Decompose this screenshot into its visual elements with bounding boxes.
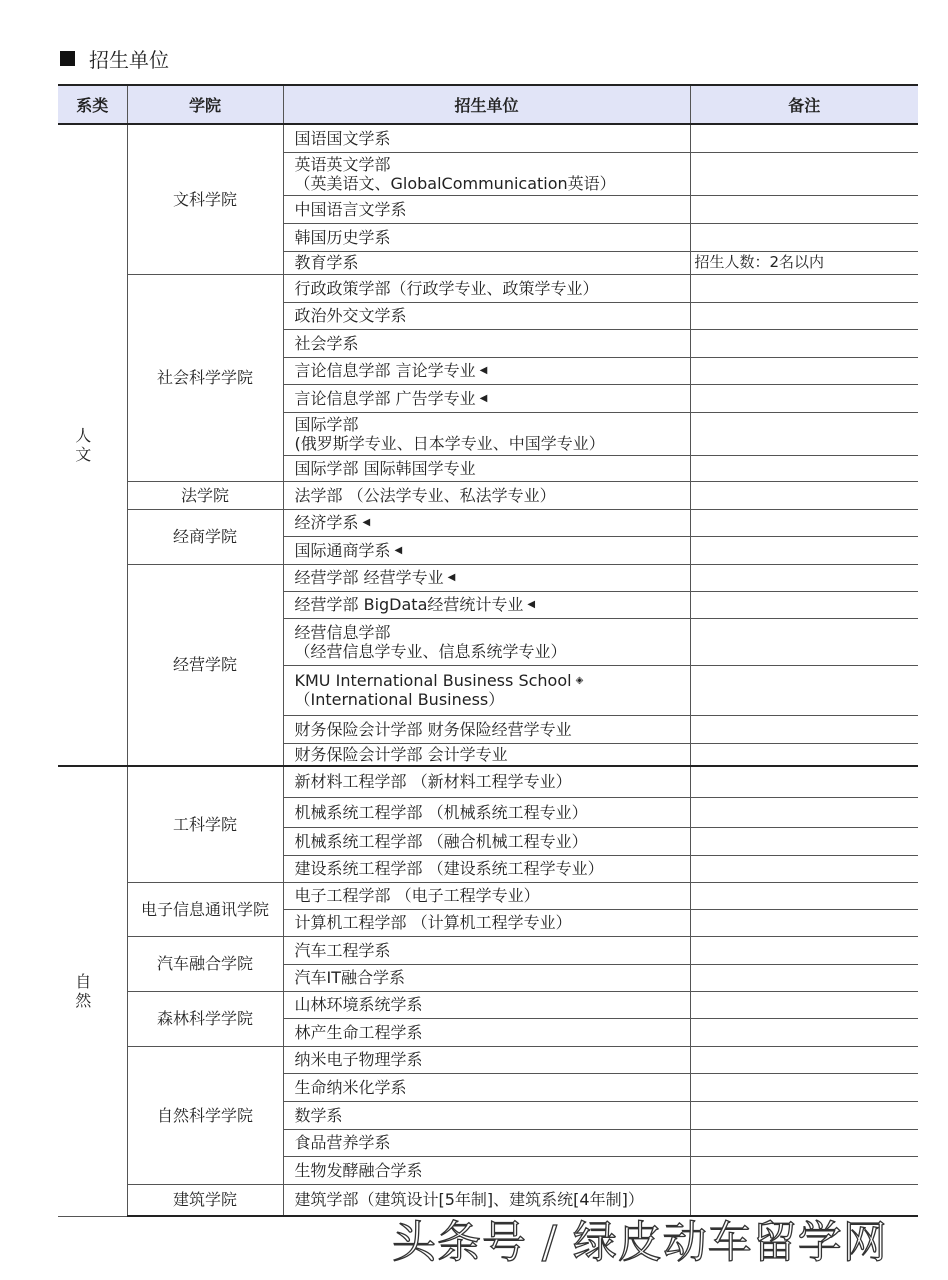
college-cell: 文科学院 — [127, 124, 283, 274]
note-cell — [690, 715, 918, 743]
unit-line — [295, 200, 690, 219]
unit-line — [295, 886, 690, 905]
unit-line — [295, 334, 690, 353]
unit-cell — [283, 882, 690, 909]
unit-text: 林产生命工程学系 — [294, 1022, 423, 1042]
footnote-marker-icon: ◀ — [479, 392, 488, 404]
unit-line — [295, 1133, 690, 1152]
college-cell: 建筑学院 — [127, 1184, 283, 1216]
table-row — [58, 481, 918, 509]
unit-text: 财务保险会计学部 会计学专业 — [294, 744, 508, 764]
unit-text: （英美语文、GlobalCommunication英语） — [294, 173, 616, 193]
college-cell: 森林科学学院 — [127, 991, 283, 1046]
college-cell: 电子信息通讯学院 — [127, 882, 283, 936]
unit-line — [295, 568, 690, 587]
header-unit: 招生单位 — [283, 85, 690, 124]
unit-cell — [283, 195, 690, 223]
unit-line — [295, 1023, 690, 1042]
square-bullet-icon — [60, 51, 75, 66]
unit-text: 经营学部 BigData经营统计专业 — [294, 595, 524, 614]
note-cell — [690, 882, 918, 909]
unit-text: 机械系统工程学部 （融合机械工程专业） — [294, 831, 588, 851]
unit-cell — [283, 1129, 690, 1156]
unit-cell — [283, 766, 690, 797]
unit-text: 新材料工程学部 （新材料工程学专业） — [294, 772, 572, 792]
header-note: 备注 — [690, 85, 918, 124]
unit-text: 机械系统工程学部 （机械系统工程专业） — [294, 802, 588, 822]
note-cell — [690, 1046, 918, 1073]
unit-text: 生命纳米化学系 — [294, 1077, 407, 1097]
section-title-text: 招生单位 — [89, 48, 169, 72]
unit-text: 数学系 — [294, 1105, 343, 1125]
unit-text: 经营信息学部 — [294, 622, 391, 642]
note-cell: 招生人数：2名以内 — [690, 251, 918, 274]
unit-text: 国语国文学系 — [294, 128, 391, 148]
unit-cell — [283, 964, 690, 991]
unit-cell — [283, 481, 690, 509]
note-cell — [690, 1018, 918, 1046]
unit-line — [295, 174, 690, 193]
unit-cell — [283, 274, 690, 302]
unit-text: 社会学系 — [294, 333, 359, 353]
unit-line — [295, 968, 690, 987]
footnote-marker-icon: ◀ — [527, 599, 536, 610]
unit-text: 计算机工程学部 （计算机工程学专业） — [294, 913, 572, 932]
unit-line — [295, 279, 690, 298]
unit-cell — [283, 991, 690, 1018]
unit-text: 国际学部 国际韩国学专业 — [294, 458, 476, 478]
unit-line — [295, 859, 690, 878]
unit-line — [295, 623, 690, 642]
unit-line — [295, 1050, 690, 1069]
unit-line — [295, 129, 690, 148]
unit-text: 经济学系 — [294, 513, 359, 532]
unit-text: 言论信息学部 言论学专业 — [294, 361, 476, 380]
unit-text: （经营信息学专业、信息系统学专业） — [294, 641, 567, 661]
unit-line — [295, 745, 690, 764]
unit-text: 英语英文学部 — [294, 154, 391, 174]
note-cell — [690, 1073, 918, 1101]
table-row — [58, 936, 918, 964]
unit-cell — [283, 536, 690, 564]
unit-text: 中国语言文学系 — [294, 199, 407, 219]
note-cell — [690, 455, 918, 481]
unit-cell — [283, 1101, 690, 1129]
unit-text: 经营学部 经营学专业 — [294, 568, 444, 587]
unit-text: 韩国历史学系 — [294, 227, 391, 247]
unit-cell — [283, 329, 690, 357]
unit-text: 食品营养学系 — [294, 1133, 391, 1152]
unit-text: 汽车IT融合学系 — [294, 968, 405, 987]
unit-cell — [283, 715, 690, 743]
unit-text: 国际学部 — [294, 414, 359, 434]
unit-cell — [283, 618, 690, 665]
unit-cell — [283, 743, 690, 766]
footnote-marker-icon: ◀ — [394, 544, 403, 556]
table-row — [58, 1046, 918, 1073]
note-cell — [690, 964, 918, 991]
unit-cell — [283, 1018, 690, 1046]
note-cell — [690, 509, 918, 536]
unit-cell — [283, 936, 690, 964]
unit-cell — [283, 827, 690, 855]
note-cell — [690, 274, 918, 302]
unit-text: 生物发酵融合学系 — [294, 1160, 423, 1180]
note-cell — [690, 827, 918, 855]
unit-cell — [283, 1046, 690, 1073]
unit-line — [295, 642, 690, 661]
unit-cell — [283, 251, 690, 274]
note-cell — [690, 766, 918, 797]
note-cell — [690, 1156, 918, 1184]
note-cell — [690, 1129, 918, 1156]
unit-line — [295, 415, 690, 434]
unit-text: 汽车工程学系 — [294, 940, 391, 960]
unit-text: 国际通商学系 — [294, 540, 391, 560]
unit-line — [295, 995, 690, 1014]
unit-text: 教育学系 — [294, 253, 359, 272]
unit-cell — [283, 357, 690, 384]
footnote-marker-icon: ◀ — [362, 517, 371, 528]
unit-cell — [283, 591, 690, 618]
unit-line — [295, 690, 690, 709]
note-cell — [690, 591, 918, 618]
unit-text: 行政政策学部（行政学专业、政策学专业） — [294, 278, 599, 298]
unit-text: (俄罗斯学专业、日本学专业、中国学专业） — [294, 433, 605, 453]
college-cell: 汽车融合学院 — [127, 936, 283, 991]
college-cell: 工科学院 — [127, 766, 283, 882]
unit-cell — [283, 1156, 690, 1184]
unit-cell — [283, 665, 690, 715]
unit-cell — [283, 302, 690, 329]
unit-cell — [283, 455, 690, 481]
college-cell: 社会科学学院 — [127, 274, 283, 481]
unit-line — [295, 486, 690, 505]
note-cell — [690, 909, 918, 936]
unit-line — [295, 513, 690, 532]
unit-cell — [283, 564, 690, 591]
admission-units-table — [58, 84, 918, 1217]
table-row — [58, 124, 918, 152]
unit-cell — [283, 1073, 690, 1101]
unit-text: 电子工程学部 （电子工程学专业） — [294, 886, 540, 905]
unit-text: （International Business） — [294, 690, 505, 709]
note-cell — [690, 124, 918, 152]
unit-line — [295, 671, 690, 690]
header-category: 系类 — [58, 85, 127, 124]
table-row — [58, 564, 918, 591]
section-title — [60, 44, 169, 73]
note-cell — [690, 991, 918, 1018]
unit-line — [295, 253, 690, 272]
college-cell: 自然科学学院 — [127, 1046, 283, 1184]
note-cell — [690, 481, 918, 509]
note-cell — [690, 618, 918, 665]
table-header-row — [58, 85, 918, 124]
note-cell — [690, 195, 918, 223]
unit-text: 建设系统工程学部 （建设系统工程学专业） — [294, 859, 604, 878]
category-cell: 人 文 — [58, 124, 127, 766]
header-college: 学院 — [127, 85, 283, 124]
note-cell — [690, 329, 918, 357]
note-cell — [690, 384, 918, 412]
unit-line — [295, 720, 690, 739]
note-cell — [690, 665, 918, 715]
unit-line — [295, 913, 690, 932]
unit-cell — [283, 909, 690, 936]
note-cell — [690, 855, 918, 882]
table-row — [58, 274, 918, 302]
unit-line — [295, 306, 690, 325]
unit-line — [295, 361, 690, 380]
note-cell — [690, 223, 918, 251]
table-row — [58, 882, 918, 909]
category-cell: 自 然 — [58, 766, 127, 1216]
table-body — [58, 124, 918, 1216]
college-cell: 经营学院 — [127, 564, 283, 766]
unit-line — [295, 541, 690, 560]
unit-cell — [283, 384, 690, 412]
note-cell — [690, 357, 918, 384]
note-cell — [690, 152, 918, 195]
footnote-marker-icon: ◀ — [447, 572, 456, 583]
unit-line — [295, 228, 690, 247]
unit-text: 政治外交文学系 — [294, 306, 407, 325]
unit-cell — [283, 124, 690, 152]
unit-line — [295, 459, 690, 478]
unit-text: 言论信息学部 广告学专业 — [294, 388, 476, 408]
unit-cell — [283, 509, 690, 536]
college-cell: 经商学院 — [127, 509, 283, 564]
unit-cell — [283, 223, 690, 251]
note-cell — [690, 302, 918, 329]
unit-line — [295, 434, 690, 453]
unit-line — [295, 941, 690, 960]
unit-text: 山林环境系统学系 — [294, 995, 423, 1014]
unit-line — [295, 389, 690, 408]
unit-text: 法学部 （公法学专业、私法学专业） — [294, 485, 556, 505]
note-cell — [690, 536, 918, 564]
unit-line — [295, 803, 690, 822]
note-cell — [690, 797, 918, 827]
note-cell — [690, 1101, 918, 1129]
note-cell — [690, 743, 918, 766]
unit-line — [295, 1106, 690, 1125]
unit-text: 建筑学部（建筑设计[5年制]、建筑系统[4年制]） — [294, 1190, 644, 1210]
watermark: 头条号 / 绿皮动车留学网 — [392, 1217, 888, 1268]
unit-cell — [283, 412, 690, 455]
college-cell: 法学院 — [127, 481, 283, 509]
note-cell — [690, 564, 918, 591]
unit-text: 财务保险会计学部 财务保险经营学专业 — [294, 719, 572, 739]
table-row — [58, 766, 918, 797]
unit-line — [295, 832, 690, 851]
unit-text: 纳米电子物理学系 — [294, 1050, 423, 1069]
footnote-marker-icon: ◈ — [575, 675, 584, 686]
unit-line — [295, 772, 690, 791]
table-row — [58, 509, 918, 536]
unit-cell — [283, 855, 690, 882]
unit-line — [295, 155, 690, 174]
unit-cell — [283, 152, 690, 195]
unit-line — [295, 595, 690, 614]
unit-line — [295, 1161, 690, 1180]
unit-line — [295, 1078, 690, 1097]
unit-text: KMU International Business School — [294, 671, 572, 690]
note-cell — [690, 936, 918, 964]
unit-cell — [283, 797, 690, 827]
table-row — [58, 991, 918, 1018]
note-cell — [690, 412, 918, 455]
footnote-marker-icon: ◀ — [479, 365, 488, 376]
